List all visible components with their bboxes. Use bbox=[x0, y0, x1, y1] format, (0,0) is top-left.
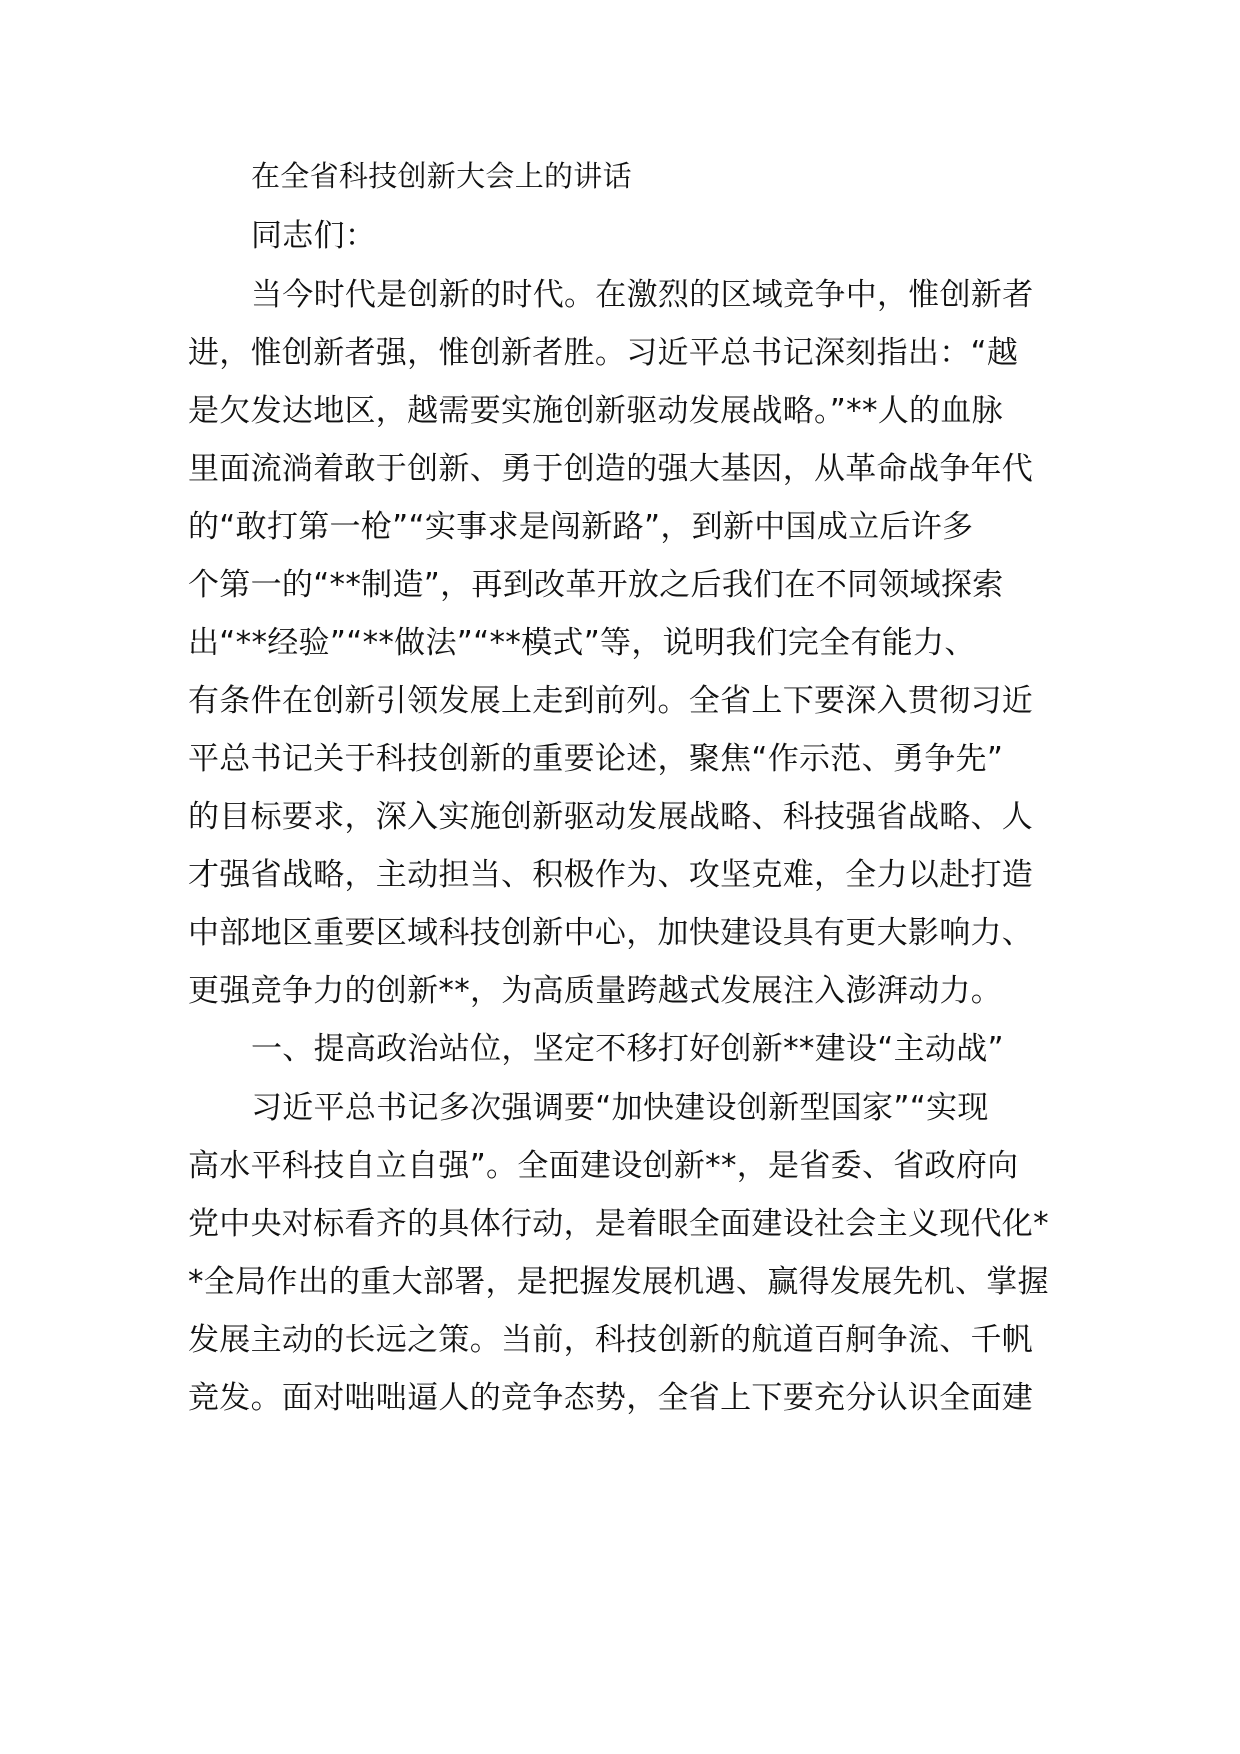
paragraph-1-line: 更强竞争力的创新**，为高质量跨越式发展注入澎湃动力。 bbox=[188, 973, 1003, 1009]
paragraph-1-line: 个第一的“**制造”，再到改革开放之后我们在不同领域探索 bbox=[188, 567, 1004, 603]
paragraph-1-line: 的目标要求，深入实施创新驱动发展战略、科技强省战略、人 bbox=[188, 799, 1034, 835]
paragraph-1-line: 平总书记关于科技创新的重要论述，聚焦“作示范、勇争先” bbox=[188, 741, 1004, 777]
paragraph-2-line: 党中央对标看齐的具体行动，是着眼全面建设社会主义现代化* bbox=[188, 1206, 1049, 1242]
document-title: 在全省科技创新大会上的讲话 bbox=[251, 159, 632, 193]
paragraph-1-line: 出“**经验”“**做法”“**模式”等，说明我们完全有能力、 bbox=[188, 625, 976, 661]
paragraph-2-line: *全局作出的重大部署，是把握发展机遇、赢得发展先机、掌握 bbox=[188, 1264, 1049, 1300]
paragraph-1-line: 进，惟创新者强，惟创新者胜。习近平总书记深刻指出：“越 bbox=[188, 335, 1019, 371]
paragraph-1-line: 有条件在创新引领发展上走到前列。全省上下要深入贯彻习近 bbox=[188, 683, 1034, 719]
paragraph-1-line: 当今时代是创新的时代。在激烈的区域竞争中，惟创新者 bbox=[251, 277, 1034, 313]
paragraph-2-line: 发展主动的长远之策。当前，科技创新的航道百舸争流、千帆 bbox=[188, 1322, 1034, 1358]
paragraph-1-line: 是欠发达地区，越需要实施创新驱动发展战略。”**人的血脉 bbox=[188, 393, 1003, 429]
salutation: 同志们： bbox=[251, 218, 377, 254]
section-heading: 一、提高政治站位，坚定不移打好创新**建设“主动战” bbox=[251, 1031, 1004, 1067]
paragraph-2-line: 高水平科技自立自强”。全面建设创新**，是省委、省政府向 bbox=[188, 1148, 1019, 1184]
paragraph-1-line: 中部地区重要区域科技创新中心，加快建设具有更大影响力、 bbox=[188, 915, 1034, 951]
paragraph-1-line: 的“敢打第一枪”“实事求是闯新路”，到新中国成立后许多 bbox=[188, 509, 974, 545]
paragraph-1-line: 里面流淌着敢于创新、勇于创造的强大基因，从革命战争年代 bbox=[188, 451, 1034, 487]
paragraph-2-line: 竞发。面对咄咄逼人的竞争态势，全省上下要充分认识全面建 bbox=[188, 1380, 1034, 1416]
paragraph-1-line: 才强省战略，主动担当、积极作为、攻坚克难，全力以赴打造 bbox=[188, 857, 1034, 893]
paragraph-2-line: 习近平总书记多次强调要“加快建设创新型国家”“实现 bbox=[251, 1090, 989, 1126]
